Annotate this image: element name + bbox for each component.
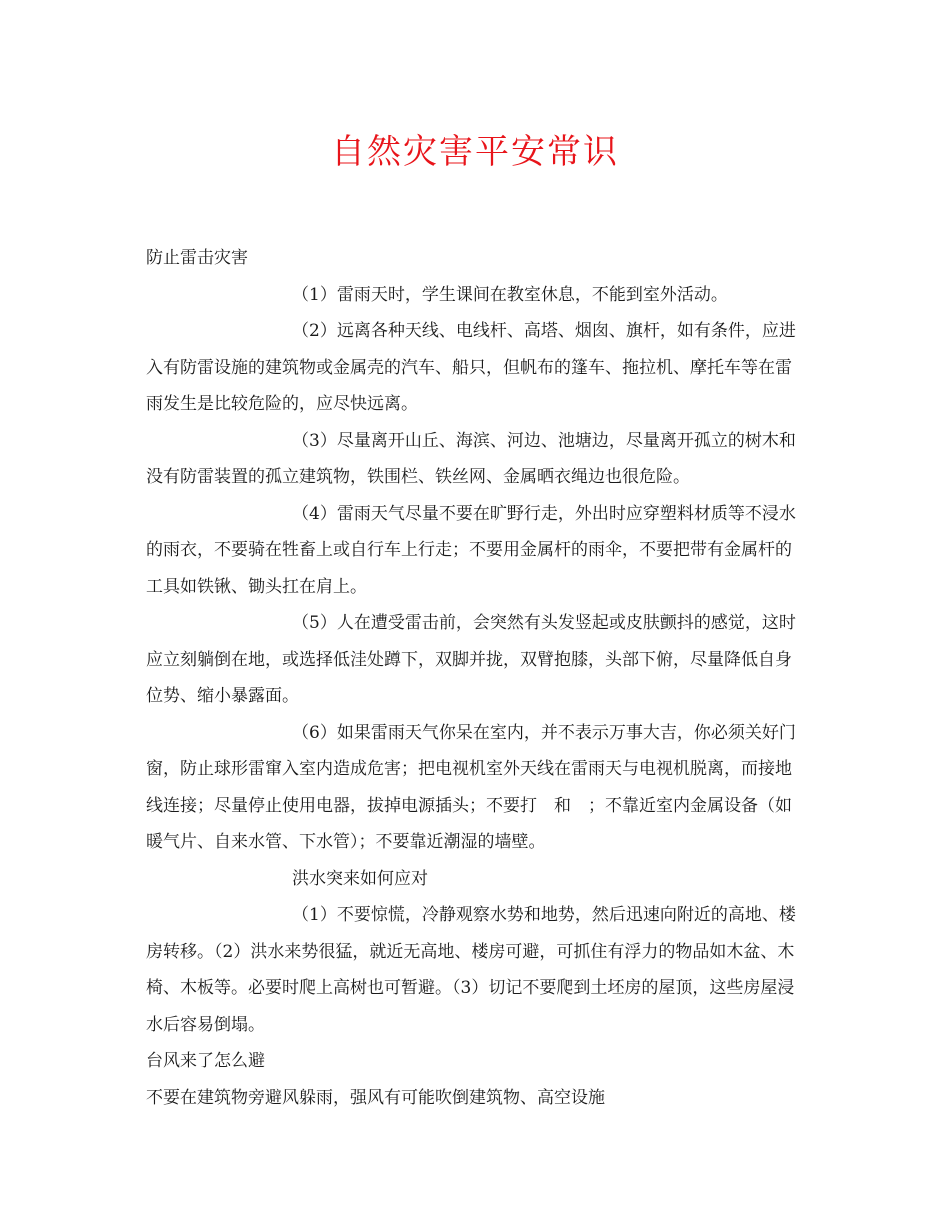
section-heading-typhoon: 台风来了怎么避 bbox=[146, 1051, 265, 1071]
document-body bbox=[146, 240, 802, 1116]
paragraph: 不要在建筑物旁避风躲雨，强风有可能吹倒建筑物、高空设施 bbox=[146, 1087, 605, 1108]
paragraph: （5）人在遭受雷击前，会突然有头发竖起或皮肤颤抖的感觉，这时应立刻躺倒在地，或选择低洼处蹲下，双脚并拢，双臂抱膝，头部下俯，尽量降低自身位势、缩小暴露面。 bbox=[146, 613, 796, 706]
paragraph: （6）如果雷雨天气你呆在室内，并不表示万事大吉，你必须关好门窗，防止球形雷窜入室内造成危害；把电视机室外天线在雷雨天与电视机脱离，而接地线连接；尽量停止使用电器，拔掉电源插头；不要打 和 ；不靠近室内金属设备（如暖气片、自来水管、下水管）；不要靠近潮湿的墙壁。 bbox=[146, 722, 796, 852]
section-heading-flood: 洪水突来如何应对 bbox=[292, 868, 428, 889]
section-heading-lightning: 防止雷击灾害 bbox=[146, 248, 248, 268]
paragraph: （3）尽量离开山丘、海滨、河边、池塘边，尽量离开孤立的树木和没有防雷装置的孤立建筑物，铁围栏、铁丝网、金属晒衣绳边也很危险。 bbox=[146, 430, 796, 487]
paragraph: （2）远离各种天线、电线杆、高塔、烟囱、旗杆，如有条件，应进入有防雷设施的建筑物或金属壳的汽车、船只，但帆布的篷车、拖拉机、摩托车等在雷雨发生是比较危险的，应尽快远离。 bbox=[146, 321, 796, 414]
paragraph: （4）雷雨天气尽量不要在旷野行走，外出时应穿塑料材质等不浸水的雨衣，不要骑在牲畜上或自行车上行走；不要用金属杆的雨伞，不要把带有金属杆的工具如铁锹、锄头扛在肩上。 bbox=[146, 503, 796, 597]
paragraph: （1）雷雨天时，学生课间在教室休息，不能到室外活动。 bbox=[292, 284, 728, 305]
paragraph: （1）不要惊慌，冷静观察水势和地势，然后迅速向附近的高地、楼房转移。（2）洪水来势很猛，就近无高地、楼房可避，可抓住有浮力的物品如木盆、木椅、木板等。必要时爬上高树也可暂避。（3）切记不要爬到土坯房的屋顶，这些房屋浸水后容易倒塌。 bbox=[146, 905, 796, 1035]
document-title: 自然灾害平安常识 bbox=[331, 132, 619, 172]
